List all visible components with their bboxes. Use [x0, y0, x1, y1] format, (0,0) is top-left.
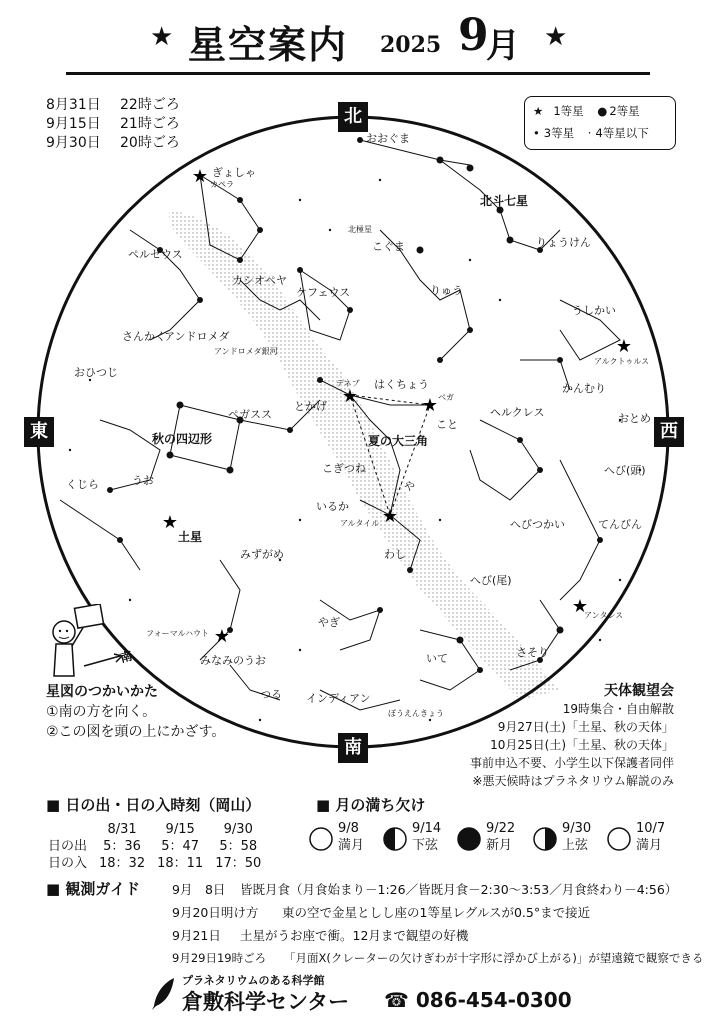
guide-item-when: 9月21日 — [172, 928, 221, 943]
sunrise-sunset-section — [46, 794, 267, 872]
label-ohitsuji: おひつじ — [74, 366, 118, 379]
label-gyosha: ぎょしゃ — [212, 166, 256, 179]
new-moon-icon — [456, 826, 482, 852]
label-kitakyoku: 北極星 — [348, 225, 372, 234]
direction-north: 北 — [338, 102, 368, 132]
fomalhaut-star-icon: ★ — [213, 626, 231, 647]
footer-subtitle: プラネタリウムのある科学館 — [182, 974, 325, 987]
label-dosei: 土星 — [178, 530, 203, 544]
guide-item-text: 皆既月食（月食始まり－1:26／皆既月食－2:30～3:53／月食終わり－4:56） — [240, 882, 678, 897]
label-mizugame: みずがめ — [240, 548, 284, 561]
label-hebi-tail: へび(尾) — [470, 574, 512, 587]
observation-line: 10月25日(土)「土星、秋の天体」 — [490, 738, 674, 752]
label-sasori: さそり — [516, 646, 549, 659]
moon-title: ■ 月の満ち欠け — [316, 796, 426, 814]
label-capella: カペラ — [210, 180, 234, 189]
table-row: 8/31 9/15 9/30 — [107, 822, 253, 837]
full-moon-icon — [308, 826, 334, 852]
label-tenbin: てんびん — [598, 518, 642, 531]
star-icon: ★ — [544, 22, 568, 52]
label-vega: ベガ — [438, 393, 454, 402]
label-kanmuri: かんむり — [562, 382, 606, 395]
capella-star-icon: ★ — [191, 166, 209, 187]
label-andromeda: アンドロメダ — [164, 330, 230, 343]
sun-title: ■ 日の出・日の入時刻（岡山） — [46, 796, 261, 814]
guide-item-when: 9月20日明け方 — [172, 905, 259, 920]
label-pegasus: ペガスス — [228, 408, 272, 421]
label-ryu: りゅう — [430, 284, 463, 297]
label-washi: わし — [384, 548, 406, 561]
observation-title: 天体観望会 — [604, 683, 674, 699]
guide-item-when: 9月29日19時ごろ — [172, 951, 267, 965]
direction-south: 南 — [338, 733, 368, 763]
observation-line: 事前申込不要、小学生以下保護者同伴 — [469, 756, 674, 770]
label-fomalhaut: フォーマルハウト — [146, 629, 210, 638]
star-icon: ★ — [150, 22, 174, 52]
label-hokuto: 北斗七星 — [480, 194, 529, 208]
label-kogitsune: こぎつね — [322, 462, 366, 475]
table-row: 日の出 5：36 5：47 5：58 — [48, 839, 258, 854]
label-iruka: いるか — [316, 500, 349, 513]
label-bouenkyou: ぼうえんきょう — [388, 709, 444, 718]
label-natsu-sankaku: 夏の大三角 — [368, 434, 429, 448]
view-time-row: 8月31日 22時ごろ — [46, 97, 180, 113]
sun-table — [48, 821, 267, 872]
moon-phase: 9/22 新月 — [456, 820, 534, 880]
legend-mag2: 2等星 — [609, 104, 640, 118]
label-aki-shihen: 秋の四辺形 — [152, 432, 213, 446]
label-ogiguma: おおぐま — [366, 132, 410, 145]
observation-line: ※悪天候時はプラネタリウム解説のみ — [472, 774, 674, 788]
altair-star-icon: ★ — [381, 506, 399, 527]
label-cepheus: ケフェウス — [296, 286, 351, 299]
observation-event — [374, 682, 674, 790]
map-usage — [46, 682, 225, 742]
moon-phase: 9/30 上弦 — [532, 820, 610, 880]
direction-east: 東 — [24, 417, 54, 447]
guide-item-when: 9月 8日 — [172, 882, 226, 897]
guide-item-text: 東の空で金星としし座の1等星レグルスが0.5°まで接近 — [282, 905, 591, 920]
label-ryoken: りょうけん — [536, 236, 591, 249]
label-arcturus: アルクトゥルス — [594, 357, 650, 366]
observation-guide — [46, 878, 704, 970]
moon-phase: 9/8 満月 — [308, 820, 386, 880]
label-indian: インディアン — [306, 692, 371, 705]
observation-line: 19時集合・自由解散 — [562, 702, 674, 716]
header-month-suffix: 月 — [486, 26, 520, 66]
view-time-row: 9月15日 21時ごろ — [46, 116, 180, 132]
moon-phase: 10/7 満月 — [606, 820, 684, 880]
guide-item-text: 「月面X(クレーターの欠けぎわが十字形に浮かび上がる)」が望遠鏡で観察できる — [284, 951, 704, 965]
usage-step-2: ②この図を頭の上にかざす。 — [46, 724, 226, 740]
label-koto: こと — [436, 418, 458, 431]
label-minami-uo: みなみのうお — [200, 654, 266, 667]
label-koguma: こぐま — [372, 240, 405, 253]
footer-phone[interactable]: ☎ 086-454-0300 — [384, 988, 572, 1012]
label-hebitsukai: へびつかい — [510, 518, 565, 531]
mag3-dot-icon: • — [533, 126, 540, 140]
saturn-star-icon: ★ — [161, 512, 179, 533]
observation-line: 9月27日(土)「土星、秋の天体」 — [497, 720, 674, 734]
label-andromeda-galaxy: アンドロメダ銀河 — [214, 347, 278, 356]
quill-logo-icon — [148, 976, 178, 1012]
first-quarter-moon-icon — [532, 826, 558, 852]
table-row: 日の入 18：32 18：11 17：50 — [48, 856, 262, 871]
legend-mag4: 4等星以下 — [595, 126, 649, 140]
full-moon-icon — [606, 826, 632, 852]
usage-step-1: ①南の方を向く。 — [46, 704, 157, 720]
vega-star-icon: ★ — [421, 395, 439, 416]
arcturus-star-icon: ★ — [615, 336, 633, 357]
legend-mag1: 1等星 — [553, 104, 584, 118]
label-tokage: とかげ — [294, 400, 327, 413]
label-hercules: ヘルクレス — [490, 406, 545, 419]
mag1-star-icon: ★ — [533, 104, 544, 118]
label-sankaku: さんかく — [122, 330, 166, 343]
mag4-dot-icon: · — [587, 126, 592, 140]
person-holding-map-illustration — [44, 604, 134, 684]
mag2-dot-icon: ● — [597, 104, 608, 118]
label-yagi: やぎ — [318, 616, 340, 629]
label-uo: うお — [132, 474, 154, 487]
header-year: 2025 — [380, 32, 442, 58]
moon-phase: 9/14 下弦 — [382, 820, 460, 880]
legend-mag3: 3等星 — [543, 126, 575, 140]
label-cassiopeia: カシオペヤ — [232, 274, 287, 287]
label-antares: アンタレス — [584, 611, 624, 620]
label-tsuru: つる — [260, 688, 282, 701]
label-hebi-head: へび(頭) — [604, 464, 646, 477]
moon-phases-section — [316, 794, 676, 884]
label-ya: や — [404, 480, 415, 493]
header-month-number: 9 — [458, 10, 489, 61]
label-perseus: ペルセウス — [128, 248, 183, 261]
guide-title: ■ 観測ガイド — [46, 880, 140, 898]
label-otome: おとめ — [618, 412, 651, 425]
footer — [148, 972, 588, 1020]
south-arrow-label: 南 — [118, 648, 134, 666]
usage-title: 星図のつかいかた — [46, 684, 158, 700]
label-ushikai: うしかい — [572, 304, 616, 317]
footer-name: 倉敷科学センター — [182, 990, 350, 1014]
deneb-star-icon: ★ — [341, 386, 359, 407]
label-hakucho: はくちょう — [374, 378, 429, 391]
antares-star-icon: ★ — [571, 596, 589, 617]
label-kujira: くじら — [66, 478, 99, 491]
view-time-row: 9月30日 20時ごろ — [46, 135, 180, 151]
page-title: 星空案内 — [188, 22, 349, 67]
direction-west: 西 — [654, 417, 684, 447]
label-deneb: デネブ — [336, 379, 360, 388]
label-ite: いて — [426, 652, 448, 665]
guide-item-text: 土星がうお座で衝。12月まで観望の好機 — [240, 928, 469, 943]
label-altair: アルタイル — [340, 519, 380, 528]
last-quarter-moon-icon — [382, 826, 408, 852]
